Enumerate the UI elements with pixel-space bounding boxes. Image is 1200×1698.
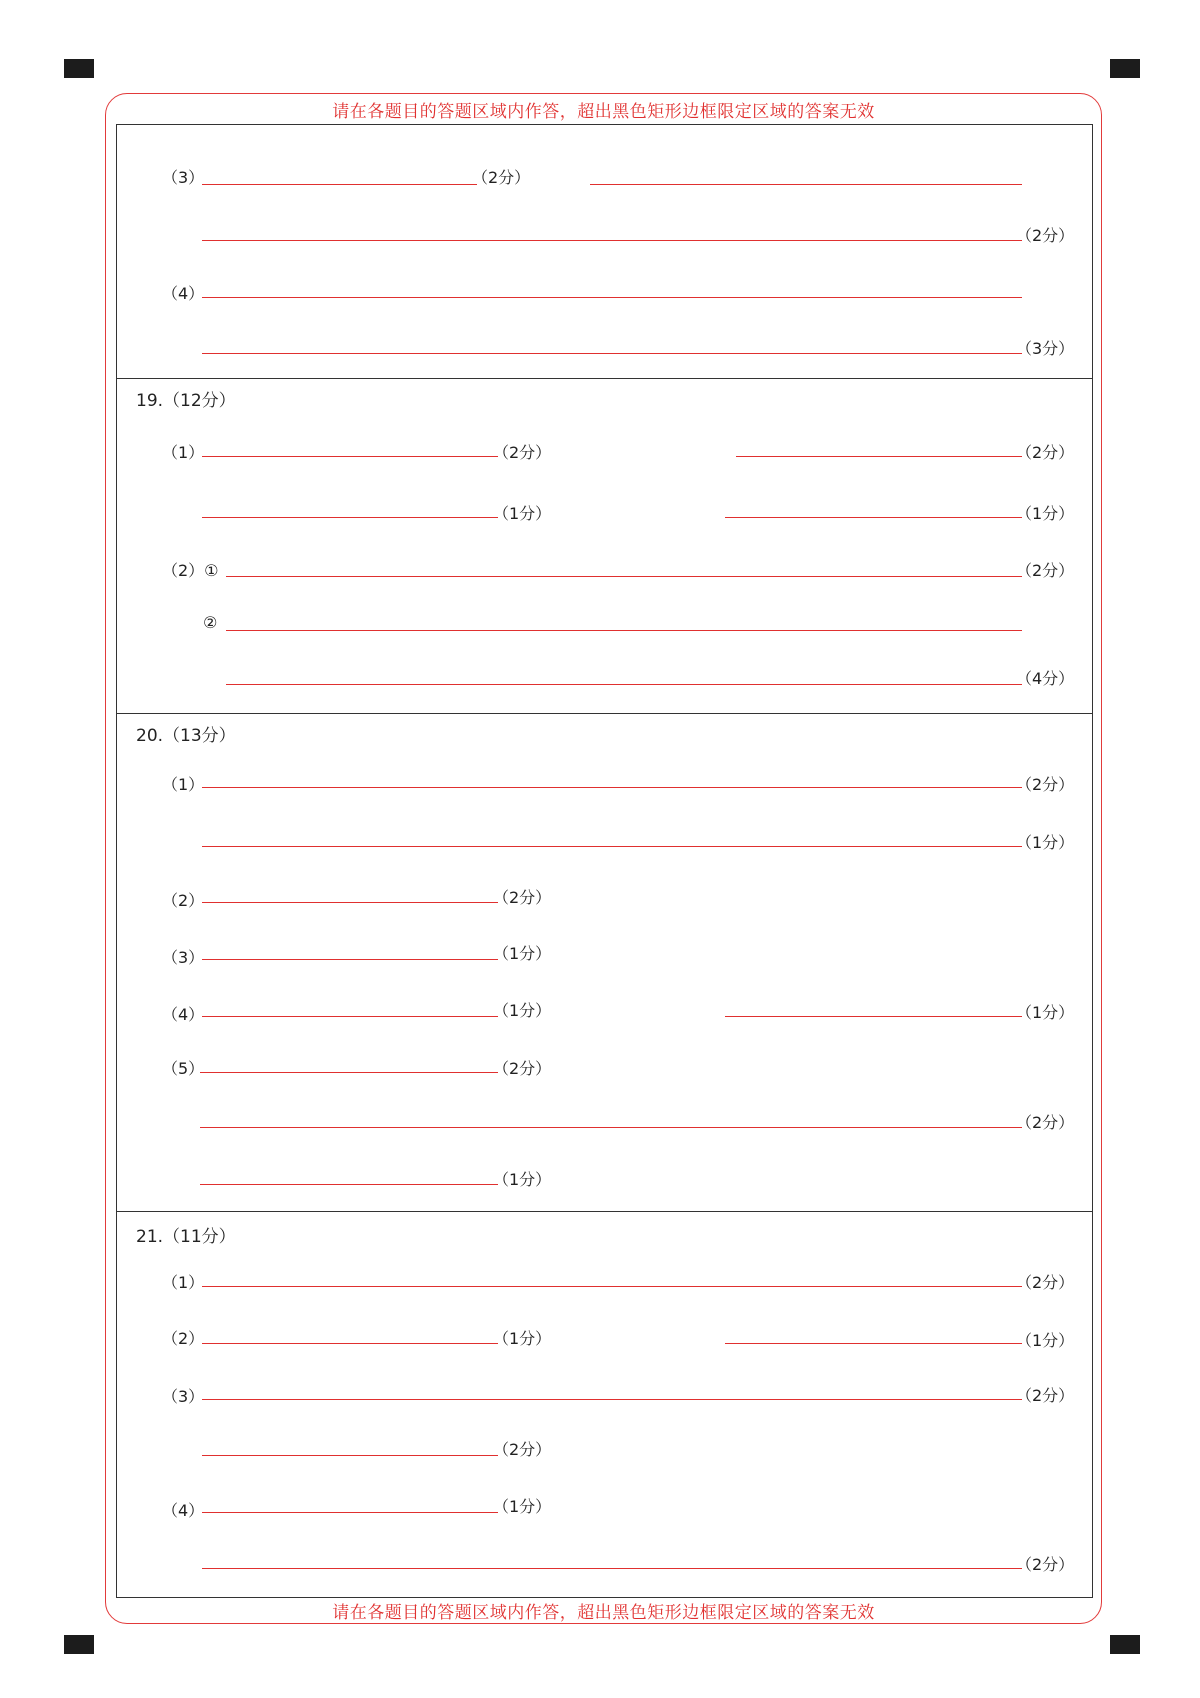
q20-part4-label: （4） (162, 1005, 205, 1024)
q19-part1-points-1: （2分） (493, 443, 552, 462)
q18-part3-answer-line-3[interactable] (202, 240, 1022, 241)
q21-part3-answer-line-2[interactable] (202, 1455, 498, 1456)
q20-part5-points-3: （1分） (493, 1170, 552, 1189)
q20-part1-answer-line-2[interactable] (202, 846, 1022, 847)
q20-part4-answer-line-2[interactable] (725, 1016, 1022, 1017)
q19-part2-answer-line-3[interactable] (226, 684, 1022, 685)
q18-part3-points-2: （2分） (1016, 226, 1075, 245)
q21-part1-points: （2分） (1016, 1273, 1075, 1292)
q20-part5-points-2: （2分） (1016, 1113, 1075, 1132)
q21-part2-answer-line-2[interactable] (725, 1343, 1022, 1344)
notice-bottom: 请在各题目的答题区域内作答，超出黑色矩形边框限定区域的答案无效 (332, 1603, 875, 1623)
answer-box (116, 124, 1093, 1598)
q21-part3-points-1: （2分） (1016, 1386, 1075, 1405)
q18-part3-answer-line-2[interactable] (590, 184, 1022, 185)
q19-part2-points-2: （4分） (1016, 669, 1075, 688)
q20-part5-answer-line-2[interactable] (200, 1127, 1022, 1128)
q20-part5-answer-line-1[interactable] (200, 1072, 498, 1073)
q21-part4-answer-line-1[interactable] (202, 1512, 498, 1513)
q20-part1-label: （1） (162, 775, 205, 794)
q19-part2-answer-line-1[interactable] (226, 576, 1022, 577)
q19-part1-answer-line-2[interactable] (736, 456, 1022, 457)
divider-q20 (116, 713, 1093, 714)
corner-marker-bottom-left (64, 1635, 94, 1654)
q21-part3-points-2: （2分） (493, 1440, 552, 1459)
divider-q21 (116, 1211, 1093, 1212)
q18-part4-answer-line-2[interactable] (202, 353, 1022, 354)
q20-part3-points: （1分） (493, 944, 552, 963)
q20-title: 20.（13分） (136, 726, 236, 746)
q21-part3-answer-line-1[interactable] (202, 1399, 1022, 1400)
q21-part4-label: （4） (162, 1501, 205, 1520)
q19-part1-answer-line-4[interactable] (725, 517, 1022, 518)
q19-title: 19.（12分） (136, 391, 236, 411)
q20-part2-label: （2） (162, 891, 205, 910)
q19-part1-answer-line-3[interactable] (202, 517, 498, 518)
divider-q19 (116, 378, 1093, 379)
q20-part1-answer-line-1[interactable] (202, 787, 1022, 788)
q18-part3-label: （3） (162, 168, 205, 187)
q21-part4-points-2: （2分） (1016, 1555, 1075, 1574)
q20-part4-answer-line-1[interactable] (202, 1016, 498, 1017)
notice-top: 请在各题目的答题区域内作答，超出黑色矩形边框限定区域的答案无效 (332, 102, 875, 122)
q18-part4-answer-line-1[interactable] (202, 297, 1022, 298)
q21-part2-points-1: （1分） (493, 1329, 552, 1348)
q18-part4-label: （4） (162, 284, 205, 303)
q21-part3-label: （3） (162, 1387, 205, 1406)
corner-marker-top-left (64, 59, 94, 78)
q21-part1-label: （1） (162, 1273, 205, 1292)
q18-part4-points: （3分） (1016, 339, 1075, 358)
q19-part1-answer-line-1[interactable] (202, 456, 498, 457)
q21-title: 21.（11分） (136, 1227, 236, 1247)
q20-part3-label: （3） (162, 948, 205, 967)
q19-part2-label: （2）① (162, 561, 219, 580)
q19-part2-sub2-label: ② (203, 613, 218, 632)
q20-part5-points-1: （2分） (493, 1059, 552, 1078)
q21-part2-answer-line-1[interactable] (202, 1343, 498, 1344)
q20-part1-points-2: （1分） (1016, 833, 1075, 852)
q19-part1-points-2: （2分） (1016, 443, 1075, 462)
q18-part3-answer-line-1[interactable] (202, 184, 477, 185)
q20-part4-points-2: （1分） (1016, 1003, 1075, 1022)
corner-marker-bottom-right (1110, 1635, 1140, 1654)
q20-part1-points-1: （2分） (1016, 775, 1075, 794)
q18-part3-points-1: （2分） (472, 168, 531, 187)
q21-part4-answer-line-2[interactable] (202, 1568, 1022, 1569)
corner-marker-top-right (1110, 59, 1140, 78)
q21-part2-points-2: （1分） (1016, 1331, 1075, 1350)
q19-part1-points-4: （1分） (1016, 504, 1075, 523)
q20-part3-answer-line[interactable] (202, 959, 498, 960)
q20-part4-points-1: （1分） (493, 1001, 552, 1020)
q20-part2-answer-line[interactable] (202, 902, 498, 903)
q21-part4-points-1: （1分） (493, 1497, 552, 1516)
q20-part2-points: （2分） (493, 888, 552, 907)
q19-part2-answer-line-2[interactable] (226, 630, 1022, 631)
q21-part1-answer-line[interactable] (202, 1286, 1022, 1287)
q19-part2-points-1: （2分） (1016, 561, 1075, 580)
q21-part2-label: （2） (162, 1329, 205, 1348)
q19-part1-label: （1） (162, 443, 205, 462)
q20-part5-label: （5） (162, 1059, 205, 1078)
q19-part1-points-3: （1分） (493, 504, 552, 523)
q20-part5-answer-line-3[interactable] (200, 1184, 498, 1185)
